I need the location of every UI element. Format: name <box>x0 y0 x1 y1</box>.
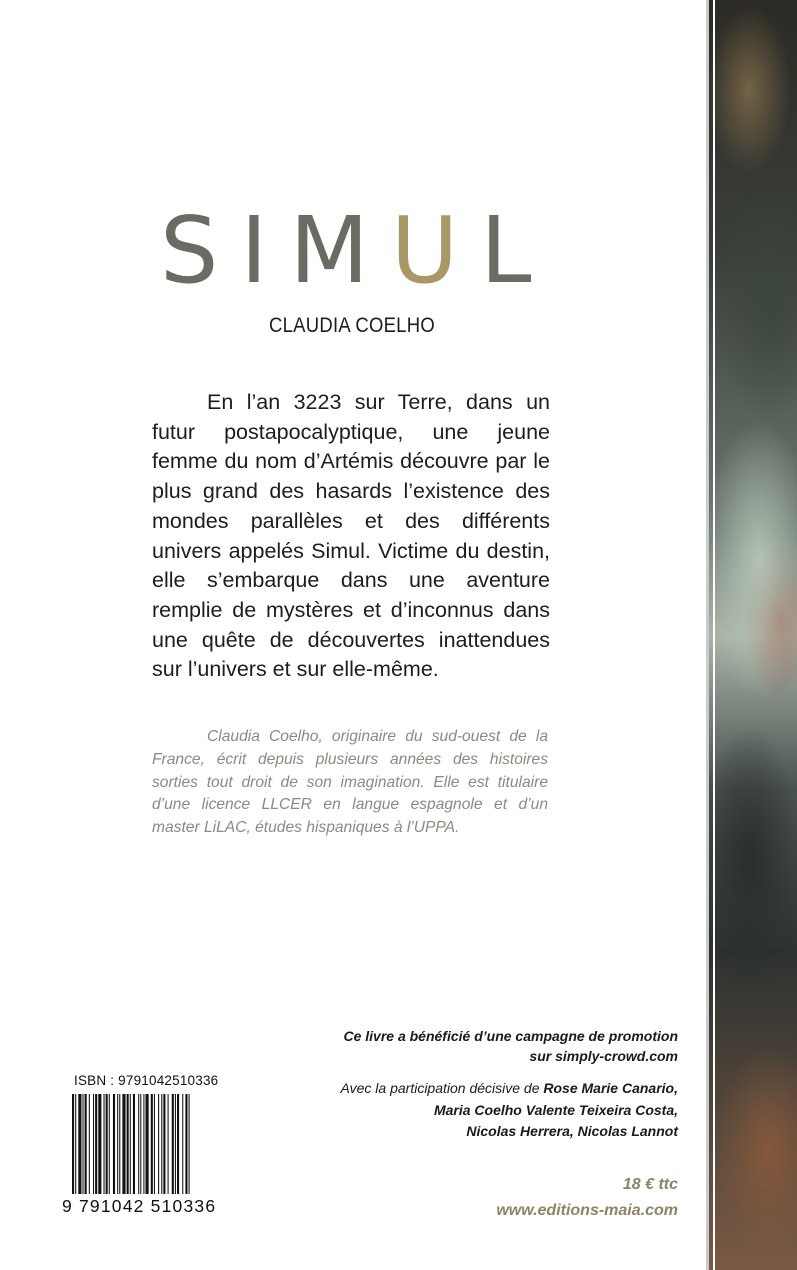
promotion-note <box>280 1026 678 1066</box>
book-title <box>160 197 560 304</box>
participation-intro: Avec la participation décisive de <box>340 1080 544 1096</box>
synopsis: En l’an 3223 sur Terre, dans un futur postapocalyptique, une jeune femme du nom d’Artémis découvre par le plus grand des hasards l’existence des mondes parallèles et des différents univers appelés Simul. Victime du destin, elle s’embarque dans une aventure remplie de mystères et d’inconnus dans une quête de découvertes inattendues sur l’univers et sur elle-même. <box>152 390 550 682</box>
author-name: CLAUDIA COELHO <box>269 314 435 337</box>
promotion-line-1: Ce livre a bénéficié d’une campagne de promotion <box>343 1028 678 1044</box>
isbn-label: ISBN : 9791042510336 <box>74 1073 219 1088</box>
title-part-3: L <box>480 197 554 304</box>
participation-name-3: Nicolas Herrera, Nicolas Lannot <box>466 1123 678 1139</box>
title-part-1: SIM <box>160 197 391 304</box>
promotion-line-2: sur simply-crowd.com <box>529 1048 678 1064</box>
barcode-digits: 9 791042 510336 <box>62 1196 217 1216</box>
participation-credits <box>270 1078 678 1143</box>
publisher-website: www.editions-maia.com <box>496 1202 678 1219</box>
barcode-icon <box>72 1094 226 1194</box>
title-part-2: U <box>390 197 481 304</box>
price: 18 € ttc <box>622 1176 678 1193</box>
cover-artwork-strip <box>706 0 797 1270</box>
author-bio: Claudia Coelho, originaire du sud-ouest de la France, écrit depuis plusieurs années des histoires sorties tout droit de son imagination. Elle est titulaire d’une licence LLCER en langue espagnole et d’un master LiLAC, études hispaniques à l’UPPA. <box>152 728 548 837</box>
spine-divider <box>713 0 715 1270</box>
price-block <box>480 1172 678 1224</box>
participation-name-1: Rose Marie Canario, <box>543 1080 678 1096</box>
participation-name-2: Maria Coelho Valente Teixeira Costa, <box>433 1101 678 1118</box>
